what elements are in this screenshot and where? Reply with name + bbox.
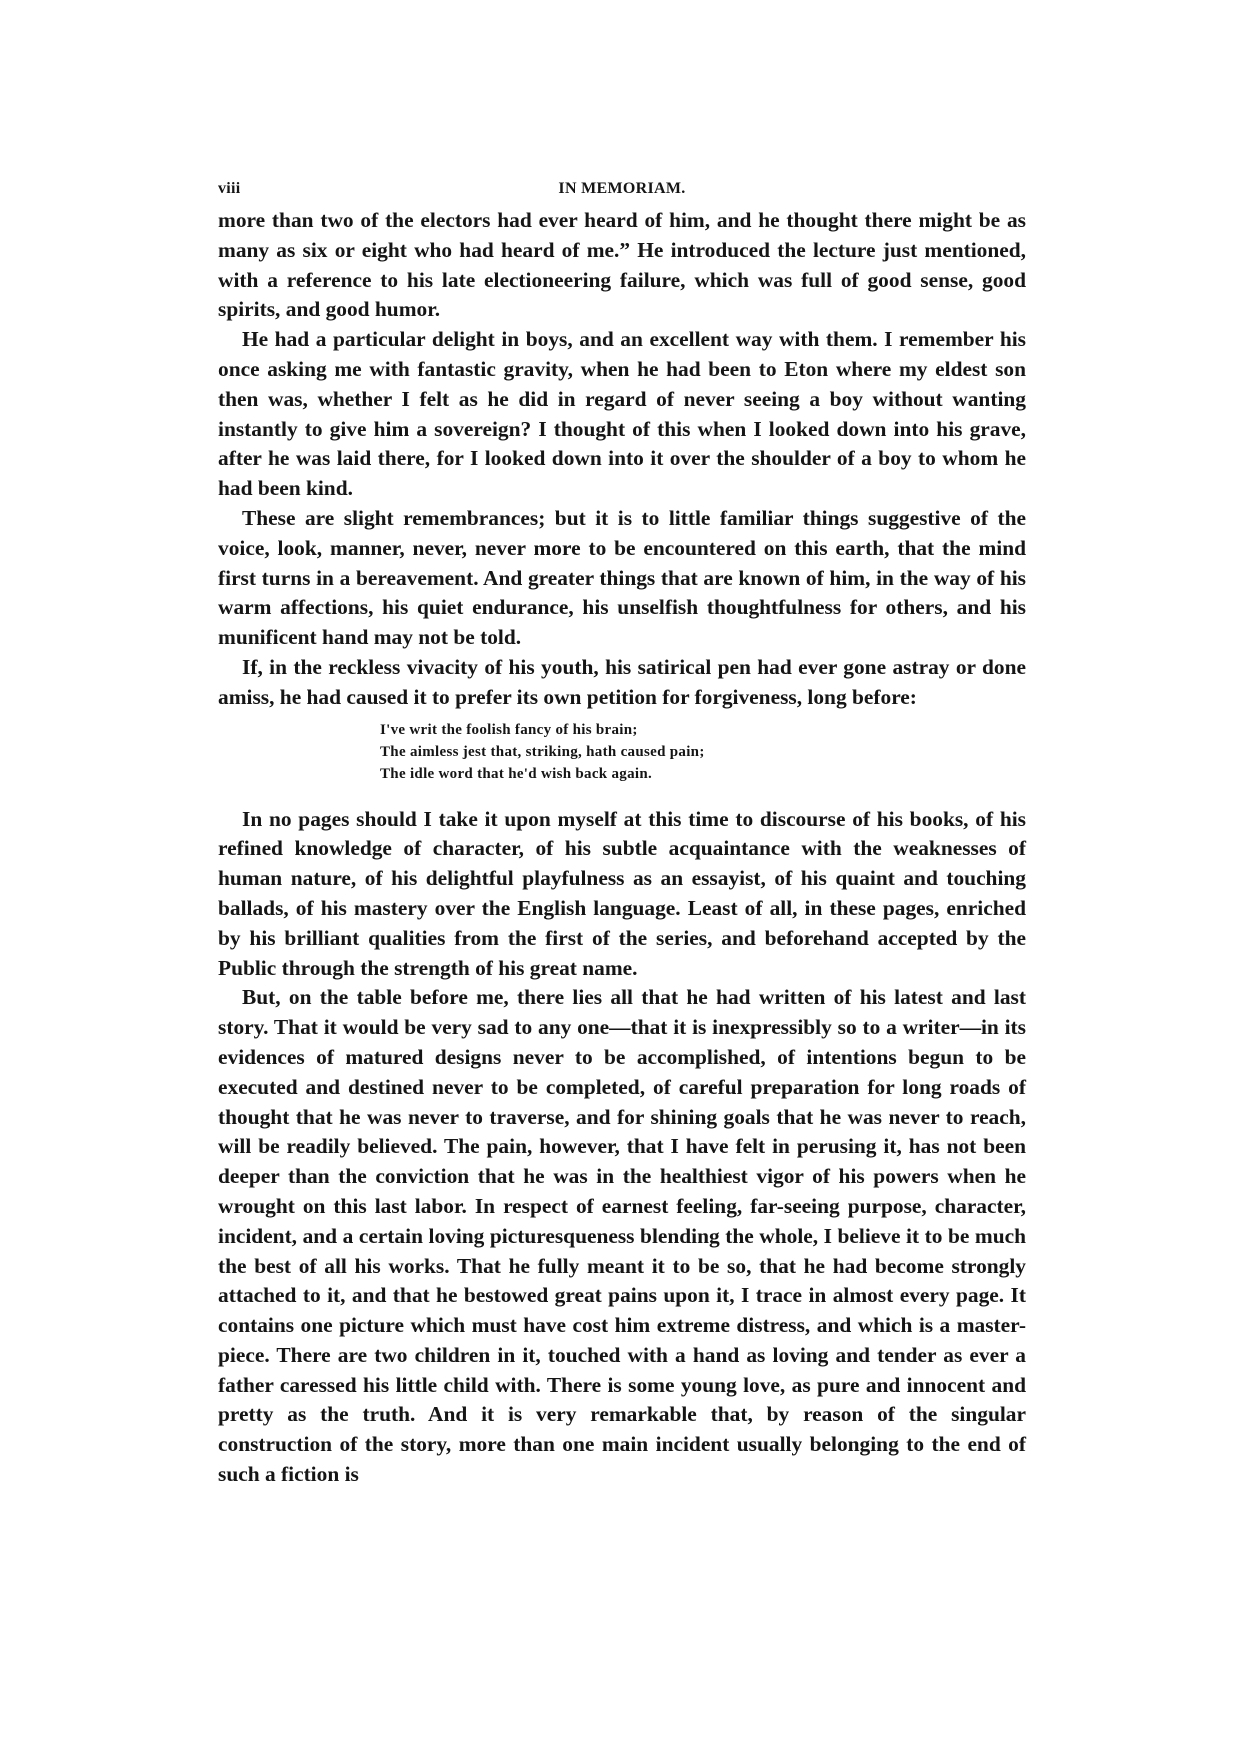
page-number: viii [218,180,241,197]
paragraph-last-story: But, on the table before me, there lies all that he had written of his latest and last story. That it would be very sad to any one—that it is inexpressibly so to a writer—in its evidences of matured designs never to be accomplished, of intentions begun to be executed and destined never to be completed, of careful preparation for long roads of thought that he was never to traverse, and for shining goals that he was never to reach, will be readily believed. The pain, however, that I have felt in perusing it, has not been deeper than the conviction that he was in the healthiest vigor of his powers when he wrought on this last labor. In respect of earnest feeling, far-seeing purpose, character, incident, and a certain loving picturesqueness blending the whole, I believe it to be much the best of all his works. That he fully meant it to be so, that he had become strongly attached to it, and that he bestowed great pains upon it, I trace in almost every page. It contains one picture which must have cost him extreme distress, and which is a master-piece. There are two children in it, touched with a hand as loving and tender as ever a father caressed his little child with. There is some young love, as pure and innocent and pretty as the truth. And it is very remarkable that, by reason of the singular construction of the story, more than one main incident usually belonging to the end of such a fiction is [218,985,1026,1487]
paragraph-forgiveness: If, in the reckless vivacity of his youth, his satirical pen had ever gone astray or done amiss, he had caused it to prefer its own petition for forgiveness, long before: [218,654,1026,709]
verse-quotation [380,719,1026,785]
paragraph-continued: more than two of the electors had ever heard of him, and he thought there might be as many as six or eight who had heard of me.” He introduced the lecture just mentioned, with a reference to his late electioneering failure, which was full of good sense, good spirits, and good humor. [218,208,1026,322]
body-text [218,206,1026,1490]
running-title: IN MEMORIAM. [558,180,686,197]
running-head [218,180,1026,206]
paragraph-remembrances: These are slight remembrances; but it is to little familiar things suggestive of the voice, look, manner, never, never more to be encountered on this earth, that the mind first turns in a bereavement. And greater things that are known of him, in the way of his warm affections, his quiet endurance, his unselfish thoughtfulness for others, and his munificent hand may not be told. [218,505,1026,650]
paragraph-books: In no pages should I take it upon myself at this time to discourse of his books, of his refined knowledge of character, of his subtle acquaintance with the weaknesses of human nature, of his delightful playfulness as an essayist, of his quaint and touching ballads, of his mastery over the English language. Least of all, in these pages, enriched by his brilliant qualities from the first of the series, and beforehand accepted by the Public through the strength of his great name. [218,806,1026,980]
verse-line: The aimless jest that, striking, hath caused pain; [380,743,705,760]
verse-line: I've writ the foolish fancy of his brain; [380,721,638,738]
paragraph-boys: He had a particular delight in boys, and an excellent way with them. I remember his once asking me with fantastic gravity, when he had been to Eton where my eldest son then was, whether I felt as he did in regard of never seeing a boy without wanting instantly to give him a sovereign? I thought of this when I looked down into his grave, after he was laid there, for I looked down into it over the shoulder of a boy to whom he had been kind. [218,327,1026,501]
book-page [218,180,1026,1490]
verse-line: The idle word that he'd wish back again. [380,765,653,782]
